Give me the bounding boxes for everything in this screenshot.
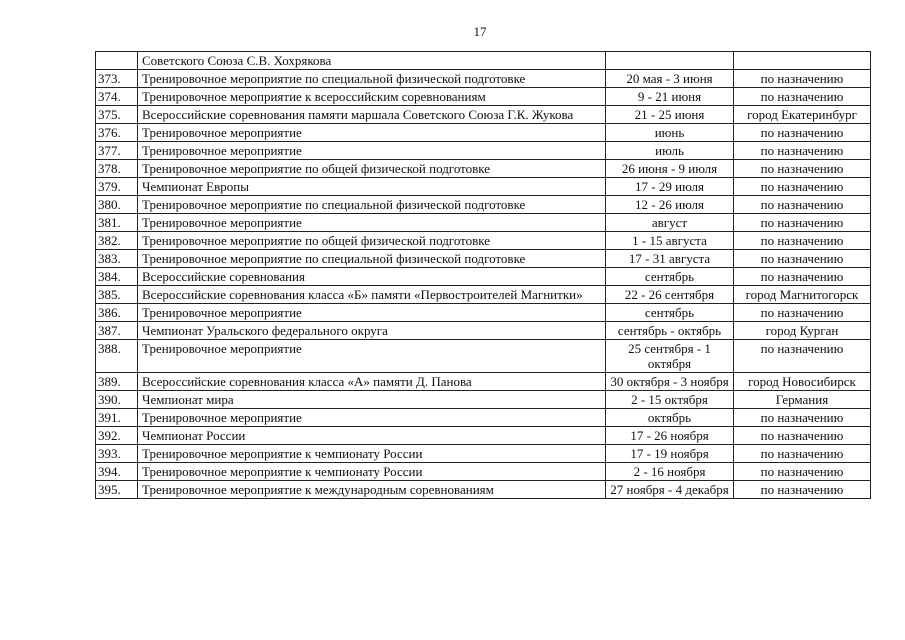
event-dates: 26 июня - 9 июля bbox=[606, 160, 734, 178]
table-row bbox=[96, 373, 871, 391]
event-location: по назначению bbox=[734, 427, 871, 445]
table-row bbox=[96, 124, 871, 142]
table-row bbox=[96, 52, 871, 70]
table-row bbox=[96, 88, 871, 106]
event-dates: 17 - 29 июля bbox=[606, 178, 734, 196]
event-dates: июнь bbox=[606, 124, 734, 142]
table-row bbox=[96, 214, 871, 232]
table-row bbox=[96, 268, 871, 286]
event-location: по назначению bbox=[734, 463, 871, 481]
event-name: Чемпионат мира bbox=[138, 391, 606, 409]
row-number: 395. bbox=[96, 481, 138, 499]
event-location: по назначению bbox=[734, 124, 871, 142]
event-name: Тренировочное мероприятие bbox=[138, 124, 606, 142]
event-name: Всероссийские соревнования bbox=[138, 268, 606, 286]
event-location: Германия bbox=[734, 391, 871, 409]
event-location: по назначению bbox=[734, 178, 871, 196]
event-dates: 17 - 26 ноября bbox=[606, 427, 734, 445]
event-location: по назначению bbox=[734, 250, 871, 268]
event-dates: июль bbox=[606, 142, 734, 160]
event-dates: 25 сентября - 1 октября bbox=[606, 340, 734, 373]
table-row bbox=[96, 340, 871, 373]
event-location: по назначению bbox=[734, 160, 871, 178]
table-row bbox=[96, 232, 871, 250]
event-name: Чемпионат Уральского федерального округа bbox=[138, 322, 606, 340]
row-number: 377. bbox=[96, 142, 138, 160]
row-number: 382. bbox=[96, 232, 138, 250]
event-name: Всероссийские соревнования памяти маршала Советского Союза Г.К. Жукова bbox=[138, 106, 606, 124]
row-number: 387. bbox=[96, 322, 138, 340]
event-dates: 2 - 15 октября bbox=[606, 391, 734, 409]
event-name: Тренировочное мероприятие bbox=[138, 409, 606, 427]
events-table bbox=[95, 51, 871, 499]
event-location: по назначению bbox=[734, 340, 871, 373]
row-number: 384. bbox=[96, 268, 138, 286]
table-row bbox=[96, 142, 871, 160]
table-row bbox=[96, 250, 871, 268]
row-number: 373. bbox=[96, 70, 138, 88]
event-location: по назначению bbox=[734, 142, 871, 160]
row-number: 392. bbox=[96, 427, 138, 445]
event-dates: 22 - 26 сентября bbox=[606, 286, 734, 304]
row-number: 378. bbox=[96, 160, 138, 178]
table-row bbox=[96, 481, 871, 499]
event-name: Тренировочное мероприятие bbox=[138, 304, 606, 322]
row-number: 376. bbox=[96, 124, 138, 142]
event-dates bbox=[606, 52, 734, 70]
row-number: 383. bbox=[96, 250, 138, 268]
event-name: Всероссийские соревнования класса «А» памяти Д. Панова bbox=[138, 373, 606, 391]
event-name: Чемпионат России bbox=[138, 427, 606, 445]
row-number: 390. bbox=[96, 391, 138, 409]
event-name: Тренировочное мероприятие bbox=[138, 142, 606, 160]
table-row bbox=[96, 445, 871, 463]
event-dates: 17 - 19 ноября bbox=[606, 445, 734, 463]
table-body bbox=[96, 52, 871, 499]
event-name: Советского Союза С.В. Хохрякова bbox=[138, 52, 606, 70]
event-location: город Новосибирск bbox=[734, 373, 871, 391]
event-dates: 2 - 16 ноября bbox=[606, 463, 734, 481]
page-number: 17 bbox=[473, 24, 487, 39]
event-location bbox=[734, 52, 871, 70]
row-number: 385. bbox=[96, 286, 138, 304]
event-location: город Курган bbox=[734, 322, 871, 340]
event-name: Тренировочное мероприятие bbox=[138, 214, 606, 232]
row-number: 386. bbox=[96, 304, 138, 322]
event-dates: 20 мая - 3 июня bbox=[606, 70, 734, 88]
row-number: 391. bbox=[96, 409, 138, 427]
event-name: Тренировочное мероприятие по общей физической подготовке bbox=[138, 160, 606, 178]
event-dates: 12 - 26 июля bbox=[606, 196, 734, 214]
table-row bbox=[96, 196, 871, 214]
event-name: Тренировочное мероприятие по общей физической подготовке bbox=[138, 232, 606, 250]
table-row bbox=[96, 304, 871, 322]
row-number: 388. bbox=[96, 340, 138, 373]
event-dates: 17 - 31 августа bbox=[606, 250, 734, 268]
event-location: по назначению bbox=[734, 88, 871, 106]
event-location: по назначению bbox=[734, 196, 871, 214]
table-row bbox=[96, 178, 871, 196]
event-name: Тренировочное мероприятие по специальной физической подготовке bbox=[138, 250, 606, 268]
event-dates: 27 ноября - 4 декабря bbox=[606, 481, 734, 499]
event-dates: сентябрь bbox=[606, 304, 734, 322]
row-number: 381. bbox=[96, 214, 138, 232]
event-name: Тренировочное мероприятие по специальной физической подготовке bbox=[138, 196, 606, 214]
table-row bbox=[96, 106, 871, 124]
table-row bbox=[96, 322, 871, 340]
event-location: по назначению bbox=[734, 70, 871, 88]
table-row bbox=[96, 286, 871, 304]
event-dates: 1 - 15 августа bbox=[606, 232, 734, 250]
row-number: 394. bbox=[96, 463, 138, 481]
row-number: 380. bbox=[96, 196, 138, 214]
event-location: по назначению bbox=[734, 214, 871, 232]
event-name: Тренировочное мероприятие bbox=[138, 340, 606, 373]
event-location: по назначению bbox=[734, 232, 871, 250]
event-dates: сентябрь bbox=[606, 268, 734, 286]
event-dates: сентябрь - октябрь bbox=[606, 322, 734, 340]
table-row bbox=[96, 391, 871, 409]
row-number: 375. bbox=[96, 106, 138, 124]
event-location: по назначению bbox=[734, 268, 871, 286]
event-location: город Магнитогорск bbox=[734, 286, 871, 304]
table-row bbox=[96, 409, 871, 427]
event-name: Тренировочное мероприятие к чемпионату России bbox=[138, 463, 606, 481]
row-number: 389. bbox=[96, 373, 138, 391]
event-name: Тренировочное мероприятие к всероссийским соревнованиям bbox=[138, 88, 606, 106]
table-row bbox=[96, 160, 871, 178]
event-dates: 9 - 21 июня bbox=[606, 88, 734, 106]
table-row bbox=[96, 427, 871, 445]
table-row bbox=[96, 70, 871, 88]
event-name: Тренировочное мероприятие по специальной физической подготовке bbox=[138, 70, 606, 88]
row-number: 374. bbox=[96, 88, 138, 106]
event-location: по назначению bbox=[734, 445, 871, 463]
event-name: Тренировочное мероприятие к чемпионату России bbox=[138, 445, 606, 463]
row-number: 379. bbox=[96, 178, 138, 196]
event-location: город Екатеринбург bbox=[734, 106, 871, 124]
event-location: по назначению bbox=[734, 409, 871, 427]
event-name: Всероссийские соревнования класса «Б» памяти «Первостроителей Магнитки» bbox=[138, 286, 606, 304]
event-dates: 30 октября - 3 ноября bbox=[606, 373, 734, 391]
row-number: 393. bbox=[96, 445, 138, 463]
row-number bbox=[96, 52, 138, 70]
event-name: Тренировочное мероприятие к международным соревнованиям bbox=[138, 481, 606, 499]
event-dates: 21 - 25 июня bbox=[606, 106, 734, 124]
event-location: по назначению bbox=[734, 304, 871, 322]
event-dates: октябрь bbox=[606, 409, 734, 427]
event-dates: август bbox=[606, 214, 734, 232]
table-row bbox=[96, 463, 871, 481]
event-location: по назначению bbox=[734, 481, 871, 499]
event-name: Чемпионат Европы bbox=[138, 178, 606, 196]
